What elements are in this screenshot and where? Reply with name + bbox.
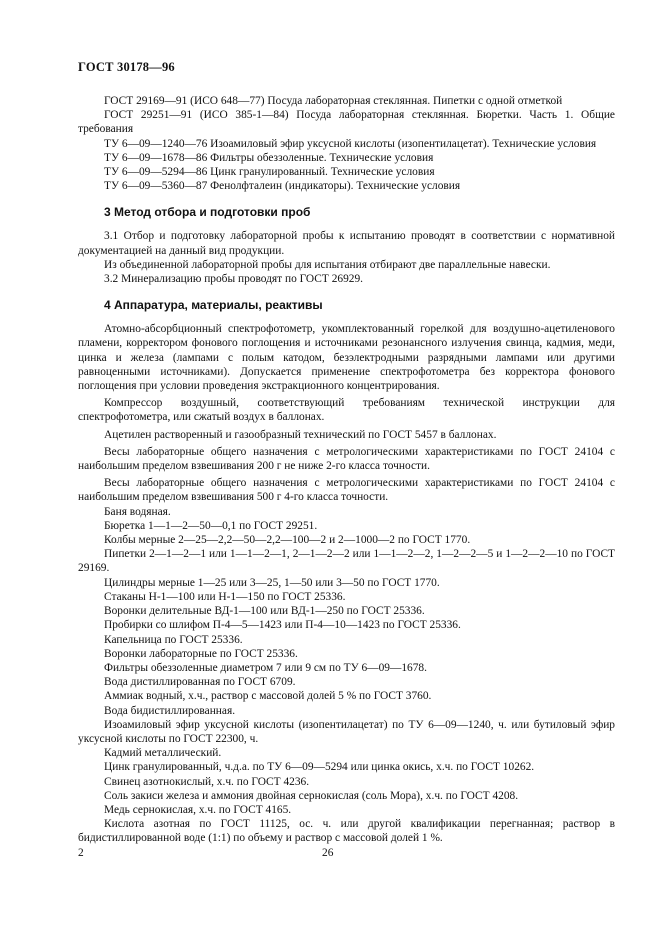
document-header: ГОСТ 30178—96 — [78, 60, 175, 74]
section-4-paragraph: Воронки делительные ВД-1—100 или ВД-1—250 по ГОСТ 25336. — [104, 605, 425, 618]
page-number-left: 2 — [78, 847, 84, 859]
section-4-paragraph: Фильтры обеззоленные диаметром 7 или 9 см по ТУ 6—09—1678. — [104, 661, 427, 674]
section-4-paragraph: Вода бидистиллированная. — [104, 704, 236, 717]
section-4-paragraph: Вода дистиллированная по ГОСТ 6709. — [104, 676, 296, 689]
section-4-paragraph: Соль закиси железа и аммония двойная сернокислая (соль Мора), х.ч. по ГОСТ 4208. — [104, 789, 519, 802]
reference-item: ТУ 6—09—5360—87 Фенолфталеин (индикаторы). Технические условия — [104, 180, 461, 193]
document-body — [78, 94, 615, 846]
section-4-paragraph: Колбы мерные 2—25—2,2—50—2,2—100—2 и 2—1000—2 по ГОСТ 1770. — [104, 534, 471, 547]
section-4-paragraph: Цинк гранулированный, ч.д.а. по ТУ 6—09—5294 или цинка окись, х.ч. по ГОСТ 10262. — [104, 761, 535, 774]
reference-item: ТУ 6—09—5294—86 Цинк гранулированный. Технические условия — [104, 166, 435, 179]
reference-item: ГОСТ 29169—91 (ИСО 648—77) Посуда лабораторная стеклянная. Пипетки с одной отметкой — [104, 95, 563, 107]
section-3-heading: 3 Метод отбора и подготовки проб — [104, 205, 311, 220]
section-4-paragraph: Весы лабораторные общего назначения с метрологическими характеристиками по ГОСТ 24104 с наибольшим пределом взвешивания 200 г не ниже 2-го класса точности. — [78, 445, 615, 473]
section-4-paragraph: Ацетилен растворенный и газообразный технический по ГОСТ 5457 в баллонах. — [104, 428, 497, 441]
section-4-paragraph: Бюретка 1—1—2—50—0,1 по ГОСТ 29251. — [104, 519, 318, 532]
section-4-paragraph: Медь сернокислая, х.ч. по ГОСТ 4165. — [104, 803, 292, 816]
section-4-paragraph: Весы лабораторные общего назначения с метрологическими характеристиками по ГОСТ 24104 с наибольшим пределом взвешивания 500 г 4-го класса точности. — [78, 477, 615, 504]
section-4-paragraph: Баня водяная. — [104, 505, 171, 518]
section-4-paragraph: Аммиак водный, х.ч., раствор с массовой долей 5 % по ГОСТ 3760. — [104, 690, 432, 703]
section-4-paragraph: Цилиндры мерные 1—25 или 3—25, 1—50 или 3—50 по ГОСТ 1770. — [104, 576, 440, 589]
section-4-paragraph: Воронки лабораторные по ГОСТ 25336. — [104, 647, 298, 660]
section-4-paragraph: Атомно-абсорбционный спектрофотометр, укомплектованный горелкой для воздушно-ацетиленового пламени, корректором фонового поглощения и источниками резонансного излучения свинца, кадмия, меди, цинка и железа (лампами с полым катодом, безэлектродными разрядными лампами или другими равноценными источниками). Допускается применение спектрофотометра без корректора фонового поглощения при условии проведения экстракционного концентрирования. — [78, 323, 615, 393]
section-4-paragraph: Капельница по ГОСТ 25336. — [104, 633, 243, 646]
section-4-heading: 4 Аппаратура, материалы, реактивы — [104, 298, 323, 313]
section-4-paragraph: Кислота азотная по ГОСТ 11125, ос. ч. или другой квалификации перегнанная; раствор в бидистиллированной воде (1:1) по объему и раствор с массовой долей 1 %. — [78, 818, 615, 845]
page-number-center: 26 — [322, 847, 334, 859]
reference-item: ГОСТ 29251—91 (ИСО 385-1—84) Посуда лабораторная стеклянная. Бюретки. Часть 1. Общие требования — [78, 109, 615, 136]
reference-item: ТУ 6—09—1240—76 Изоамиловый эфир уксусной кислоты (изопентилацетат). Технические условия — [104, 137, 597, 150]
section-4-paragraph: Компрессор воздушный, соответствующий требованиям технической инструкции для спектрофотометра, или сжатый воздух в баллонах. — [78, 397, 615, 424]
section-4-paragraph: Пипетки 2—1—2—1 или 1—1—2—1, 2—1—2—2 или 1—1—2—2, 1—2—2—5 и 1—2—2—10 по ГОСТ 29169. — [78, 548, 615, 575]
section-4-paragraph: Пробирки со шлифом П-4—5—1423 или П-4—10—1423 по ГОСТ 25336. — [104, 619, 461, 632]
section-4-paragraph: Изоамиловый эфир уксусной кислоты (изопентилацетат) по ТУ 6—09—1240, ч. или бутиловый эфир уксусной кислоты по ГОСТ 22300, ч. — [78, 718, 615, 745]
section-4-paragraph: Свинец азотнокислый, х.ч. по ГОСТ 4236. — [104, 775, 310, 788]
section-3-paragraph: 3.1 Отбор и подготовку лабораторной пробы к испытанию проводят в соответствии с нормативной документацией на данный вид продукции. — [78, 230, 615, 257]
reference-item: ТУ 6—09—1678—86 Фильтры обеззоленные. Технические условия — [104, 151, 434, 164]
section-3-paragraph: 3.2 Минерализацию пробы проводят по ГОСТ 26929. — [104, 273, 364, 286]
section-3-paragraph: Из объединенной лабораторной пробы для испытания отбирают две параллельные навески. — [104, 258, 551, 271]
section-4-paragraph: Стаканы Н-1—100 или Н-1—150 по ГОСТ 25336. — [104, 590, 346, 603]
section-4-paragraph: Кадмий металлический. — [104, 747, 222, 760]
